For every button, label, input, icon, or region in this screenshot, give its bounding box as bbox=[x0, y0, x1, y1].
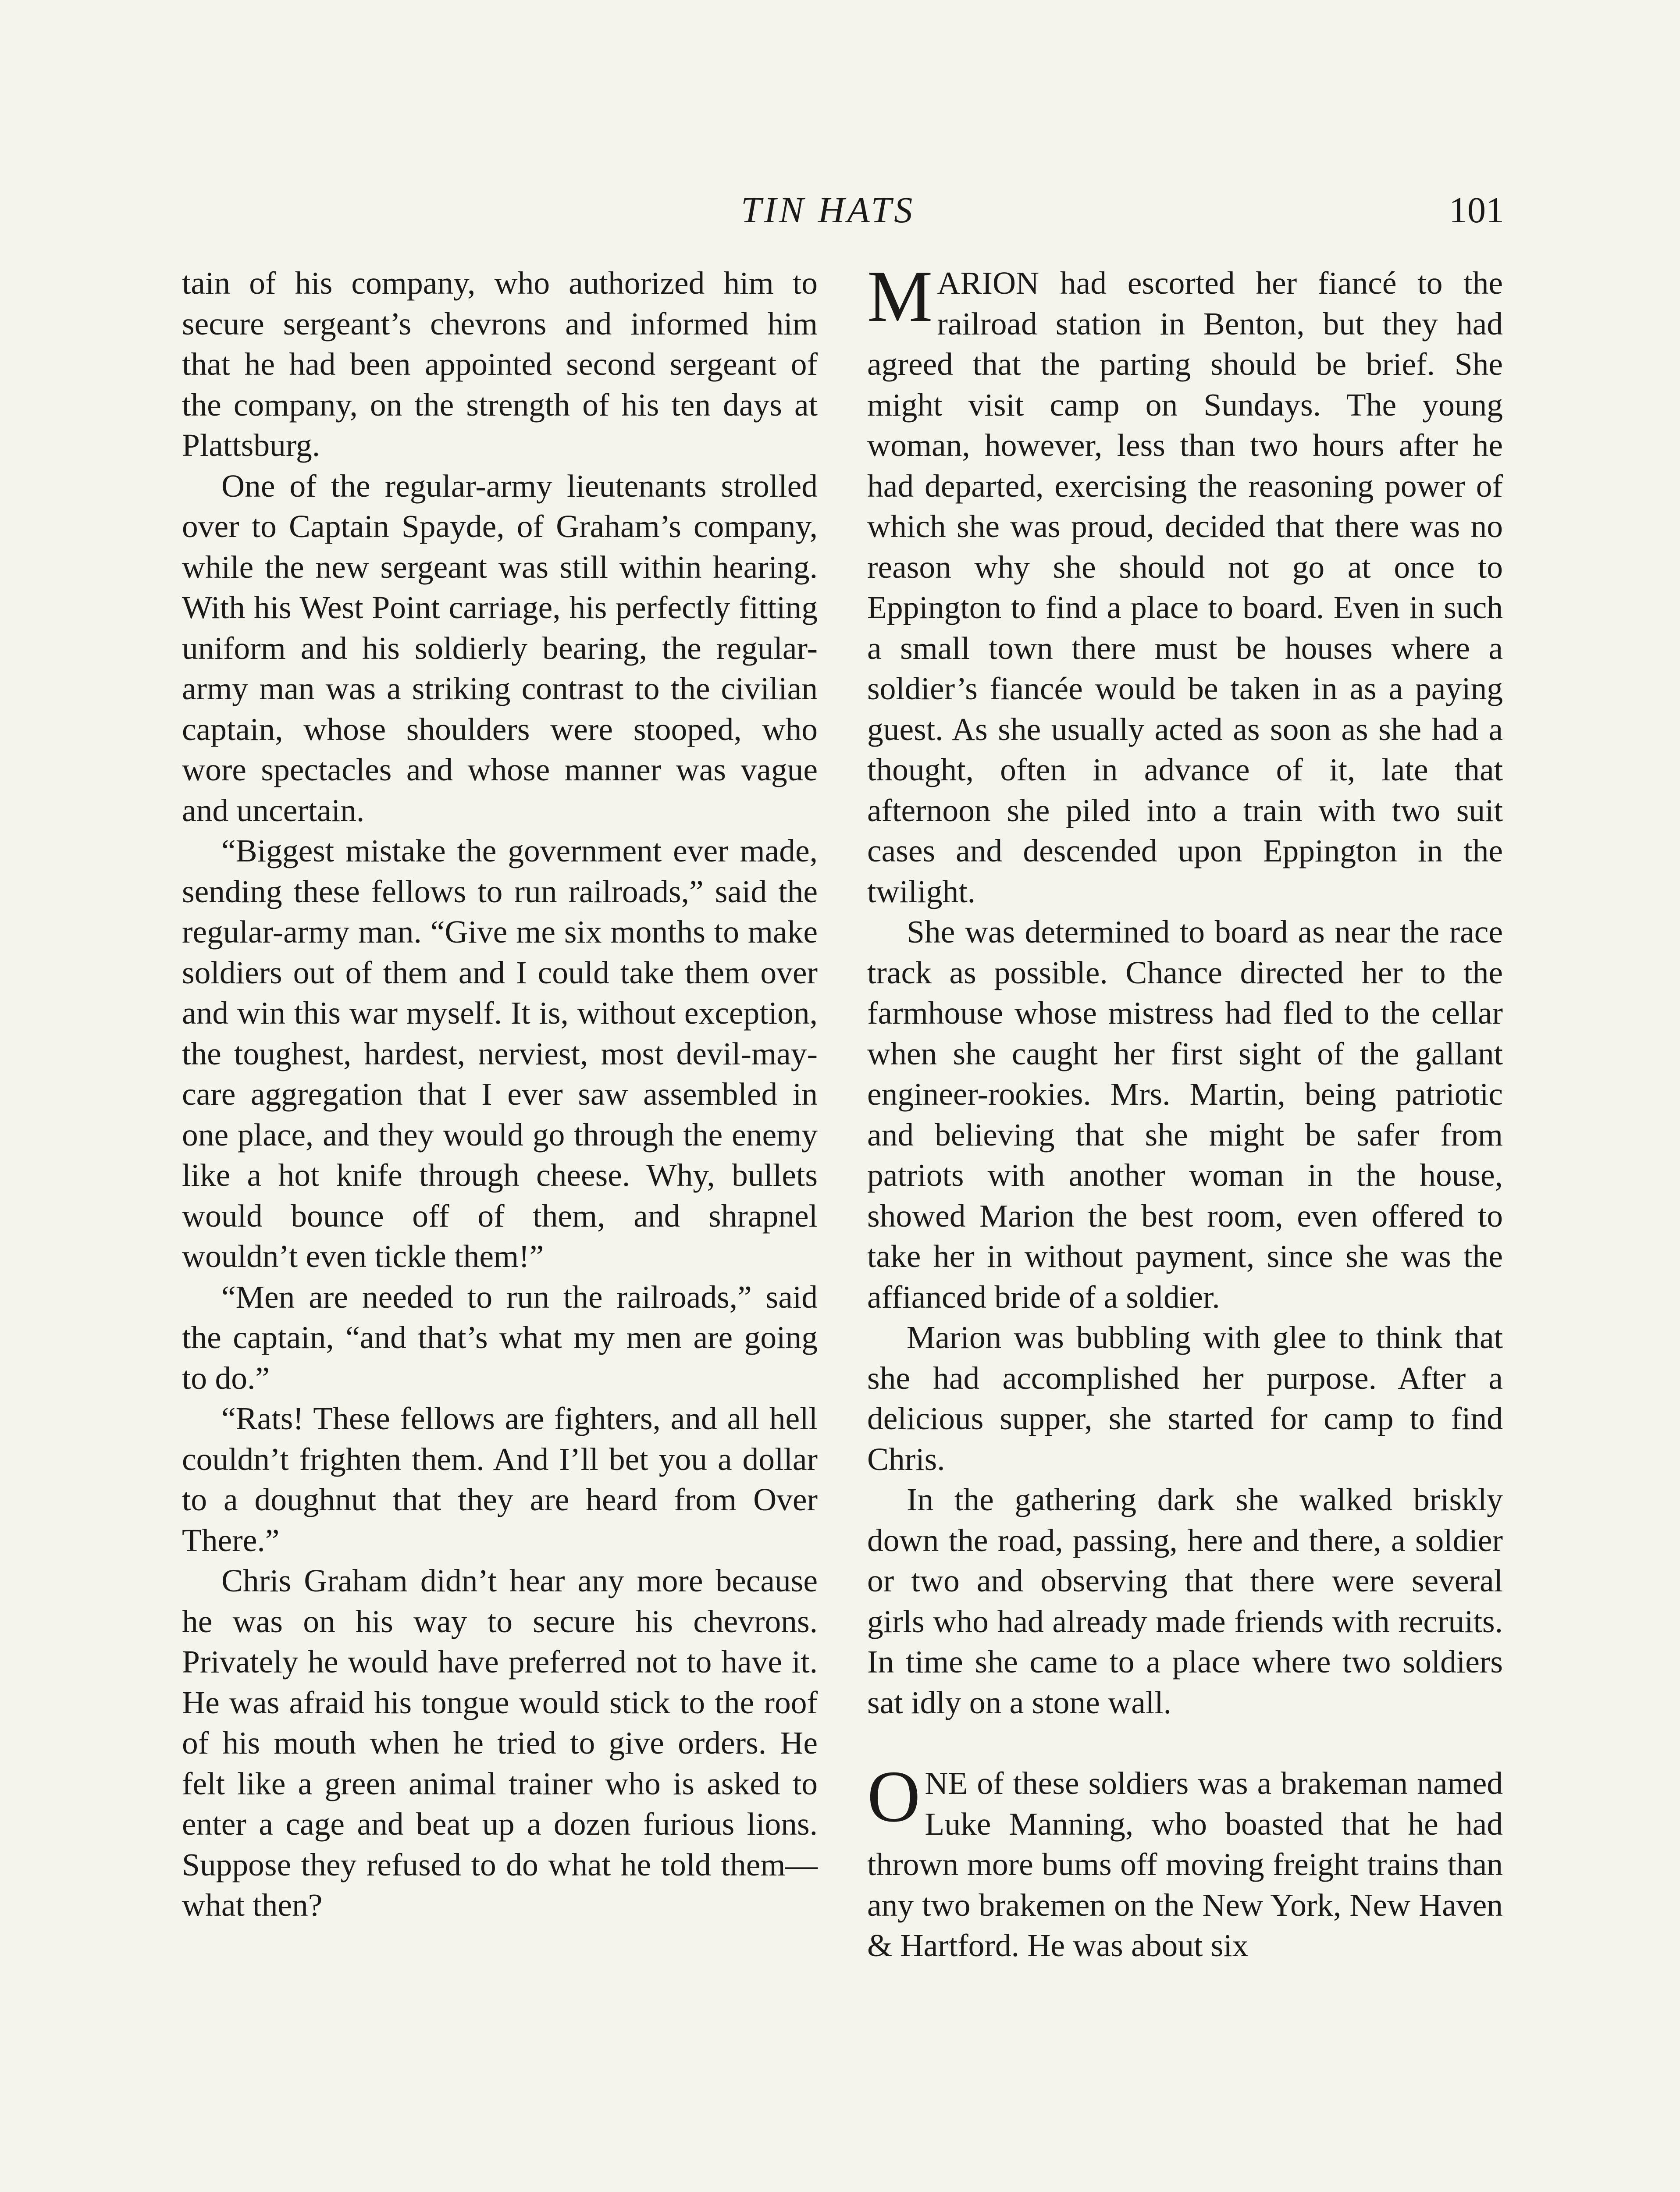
paragraph-text: NE of these soldiers was a brakeman named Luke Manning, who boasted that he had thrown more bums off moving freight trains than any two brakemen on the New York, New Haven & Hartford. He was about six bbox=[867, 1765, 1503, 1963]
section-break bbox=[867, 1723, 1503, 1763]
drop-cap: M bbox=[867, 256, 933, 337]
running-title: TIN HATS bbox=[741, 190, 915, 231]
paragraph: Marion was bubbling with glee to think that she had accomplished her purpose. After a delicious supper, she started for camp to find Chris. bbox=[867, 1320, 1503, 1477]
paragraph: tain of his company, who authorized him to secure sergeant’s chevrons and informed him that he had been appointed second sergeant of the company, on the strength of his ten days at Plattsburg. bbox=[182, 265, 818, 463]
paragraph: In the gathering dark she walked briskly down the road, passing, here and there, a soldier or two and observing that there were several girls who had already made friends with recruits. In time she came to a place where two soldiers sat idly on a stone wall. bbox=[867, 1482, 1503, 1720]
paragraph: Chris Graham didn’t hear any more because he was on his way to secure his chevrons. Privately he would have preferred not to have it. He was afraid his tongue would stick to the roof of his mouth when he tried to give orders. He felt like a green animal trainer who is asked to enter a cage and beat up a dozen furious lions. Suppose they refused to do what he told them—what then? bbox=[182, 1563, 818, 1923]
section-opening-paragraph bbox=[867, 256, 1503, 912]
drop-cap: O bbox=[867, 1756, 921, 1837]
paragraph: “Biggest mistake the government ever made, sending these fellows to run railroads,” said the regular-army man. “Give me six months to make soldiers out of them and I could take them over and win this war myself. It is, without exception, the toughest, hardest, nerviest, most devil-may-care aggregation that I ever saw assembled in one place, and they would go through the enemy like a hot knife through cheese. Why, bullets would bounce off of them, and shrapnel wouldn’t even tickle them!” bbox=[182, 833, 818, 1274]
page-number: 101 bbox=[1449, 190, 1504, 231]
right-column bbox=[867, 256, 1503, 1966]
paragraph: One of the regular-army lieutenants strolled over to Captain Spayde, of Graham’s company, while the new sergeant was still within hearing. With his West Point carriage, his perfectly fitting uniform and his soldierly bearing, the regular-army man was a striking contrast to the civilian captain, whose shoulders were stooped, who wore spectacles and whose manner was vague and uncertain. bbox=[182, 468, 818, 828]
paragraph: She was determined to board as near the race track as possible. Chance directed her to the farmhouse whose mistress had fled to the cellar when she caught her first sight of the gallant engineer-rookies. Mrs. Martin, being patriotic and believing that she might be safer from patriots with another woman in the house, showed Marion the best room, even offered to take her in without payment, since she was the affianced bride of a soldier. bbox=[867, 914, 1503, 1315]
paragraph: “Rats! These fellows are fighters, and all hell couldn’t frighten them. And I’ll bet you a dollar to a doughnut that they are heard from Over There.” bbox=[182, 1401, 818, 1558]
paragraph: “Men are needed to run the railroads,” said the captain, “and that’s what my men are going to do.” bbox=[182, 1279, 818, 1396]
page-header bbox=[0, 184, 1680, 237]
section-opening-paragraph bbox=[867, 1756, 1503, 1966]
left-column bbox=[182, 263, 818, 1926]
paragraph-text: ARION had escorted her fiancé to the railroad station in Benton, but they had agreed that the parting should be brief. She might visit camp on Sundays. The young woman, however, less than two hours after he had departed, exercising the reasoning power of which she was proud, decided that there was no reason why she should not go at once to Eppington to find a place to board. Even in such a small town there must be houses where a soldier’s fiancée would be taken in as a paying guest. As she usually acted as soon as she had a thought, often in advance of it, late that afternoon she piled into a train with two suit cases and descended upon Eppington in the twilight. bbox=[867, 265, 1503, 909]
